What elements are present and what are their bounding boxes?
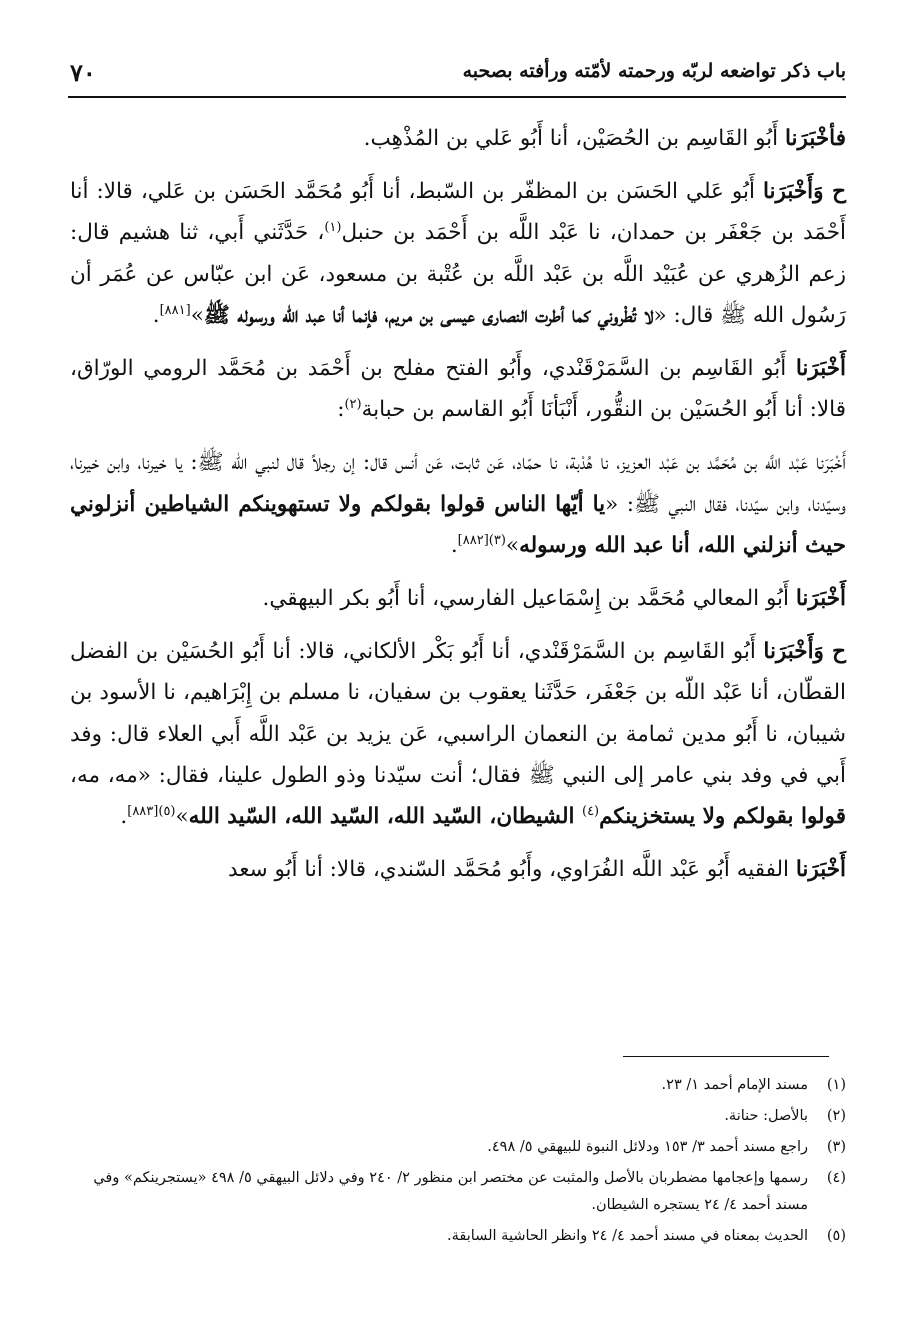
text-segment: الفقيه أَبُو عَبْد اللَّه الفُرَاوي، وأَبُو مُحَمَّد السّندي، قالا: أنا أَبُو سعد	[227, 857, 796, 883]
footnote-item	[70, 1072, 846, 1099]
footnote-marker: (٣)[٨٨٢]	[457, 532, 506, 548]
footnote-divider	[623, 1056, 829, 1057]
text-segment: أَبُو القَاسِم بن الحُصَيْن، أنا أَبُو عَلي بن المُذْهِب.	[363, 126, 785, 151]
text-segment: أَبُو عَلي الحَسَن بن المظفّر بن السّبط، أنا أَبُو مُحَمَّد الحَسَن بن عَلي، قالا: أنا أَحْمَد بن جَعْفَر بن حمدان، نا عَبْد اللَّه بن أَحْمَد بن حنبل	[70, 179, 846, 246]
paragraph	[70, 631, 846, 837]
footnote-marker: (٤)	[581, 803, 600, 819]
text-segment: .	[152, 302, 160, 328]
chapter-title: باب ذكر تواضعه لربّه ورحمته لأمّته ورأفته بصحبه	[462, 60, 846, 82]
footnote-number: (٢)	[826, 1108, 846, 1124]
paragraph	[70, 348, 846, 430]
text-segment: ، حَدَّثَني أَبي، ثنا هشيم قال: زعم الزُهري عن عُبَيْد اللَّه بن عَبْد اللَّه بن عُتْبة بن مسعود، عَن ابن عبّاس عن عُمَر أن رَسُول الله ﷺ قال: «	[70, 220, 846, 328]
page-number: ٧٠	[70, 58, 96, 87]
bold-text: يا أيّها الناس قولوا بقولكم ولا تستهوينكم الشياطين أنزلوني حيث أنزلني الله، أنا عبد الله ورسوله	[70, 491, 846, 558]
footnote-text: بالأصل: حنانة.	[724, 1108, 808, 1124]
paragraph	[70, 118, 846, 159]
footnote-item	[70, 1165, 846, 1219]
bold-text: أَخْبَرَنا	[795, 857, 846, 883]
text-segment: أَبُو المعالي مُحَمَّد بن إِسْمَاعيل الفارسي، أنا أَبُو بكر البيهقي.	[262, 586, 796, 612]
footnotes	[70, 1072, 846, 1254]
text-segment: :	[337, 397, 345, 423]
footnote-number: (٥)	[826, 1228, 846, 1244]
footnote-text: راجع مسند أحمد ٣/ ١٥٣ ودلائل النبوة للبيهقي ٥/ ٤٩٨.	[487, 1139, 808, 1155]
text-segment: »	[190, 302, 204, 328]
bold-text: ح وَأَخْبَرَنا	[763, 639, 846, 665]
footnote-item	[70, 1103, 846, 1130]
paragraph	[70, 171, 846, 336]
footnote-text: رسمها وإعجامها مضطربان بالأصل والمثبت عن مختصر ابن منظور ٢/ ٢٤٠ وفي دلائل البيهقي ٥/ ٤٩٨ «يستجرينكم» وفي مسند أحمد ٤/ ٢٤ يستجره الشيطان.	[93, 1170, 808, 1213]
paragraph	[70, 849, 846, 890]
text-segment: أَبُو القَاسِم بن السَّمَرْقَنْدي، أنا أَبُو بَكْر الألكاني، قالا: أنا أَبُو الحُسَيْن بن الفضل القطّان، أنا عَبْد اللّه بن جَعْفَر، حَدَّثَنا يعقوب بن سفيان، نا مسلم بن إِبْرَاهيم، نا الأسود بن شيبان، نا أَبُو مدين ثمامة بن النعمان الراسبي، عَن يزيد بن عَبْد اللَّه أَبي العلاء قال: وفد أَبي في وفد بني عامر إلى النبي ﷺ فقال؛ أنت سيّدنا وذو الطول علينا، فقال: «مه، مه،	[70, 639, 846, 788]
paragraph	[70, 578, 846, 619]
bold-text: قولوا بقولكم ولا يستخزينكم	[599, 804, 846, 830]
bold-text: لا تُطْروني كما أطرت النصارى عيسى بن مريم، فإنما أنا عبد الله ورسوله ﷺ	[203, 302, 654, 328]
footnote-text: الحديث بمعناه في مسند أحمد ٤/ ٢٤ وانظر الحاشية السابقة.	[447, 1228, 808, 1244]
bold-text: ح وَأَخْبَرَنا	[762, 179, 846, 205]
running-header	[70, 58, 846, 92]
footnote-item	[70, 1134, 846, 1161]
footnote-marker: (١)	[324, 220, 342, 236]
bold-text: أَخْبَرَنا	[795, 586, 846, 612]
text-segment: .	[120, 804, 128, 830]
bold-text: الشيطان، السّيد الله، السّيد الله، السّيد الله	[188, 804, 582, 830]
text-segment: »	[505, 532, 520, 558]
footnote-number: (١)	[826, 1077, 846, 1093]
footnote-marker: (٢)	[344, 397, 362, 413]
footnote-marker: (٥)[٨٨٣]	[127, 803, 176, 819]
text-segment: .	[450, 532, 458, 558]
header-divider	[68, 96, 846, 98]
footnote-marker: [٨٨١]	[159, 302, 191, 318]
footnote-item	[70, 1223, 846, 1250]
footnote-number: (٣)	[826, 1139, 846, 1155]
bold-text: فأخْبَرَنا	[784, 126, 846, 151]
footnote-text: مسند الإمام أحمد ١/ ٢٣.	[661, 1077, 808, 1093]
text-segment: »	[175, 804, 189, 830]
text-segment: أَخْبَرَنا عَبْد اللَّه بن مُحَمَّد بن عَبْد العزيز، نا هُدْبة، نا حمّاد، عَن ثابت، عَن أنس قال: إن رجلاً قال لنبي الله ﷺ: يا خيرنا، وابن خيرنا، وسيّدنا، وابن سيّدنا، فقال النبي ﷺ: «	[70, 450, 846, 517]
text-segment: أَبُو القَاسِم بن السَّمَرْقَنْدي، وأَبُو الفتح مفلح بن أَحْمَد بن مُحَمَّد الرومي الورّاق، قالا: أنا أَبُو الحُسَيْن بن النقُّور، أَنْبَأنَا أَبُو القاسم بن حبابة	[70, 356, 846, 423]
paragraph	[70, 442, 846, 566]
main-text	[70, 118, 846, 902]
bold-text: أَخْبَرَنا	[795, 356, 846, 382]
footnote-number: (٤)	[826, 1170, 846, 1186]
